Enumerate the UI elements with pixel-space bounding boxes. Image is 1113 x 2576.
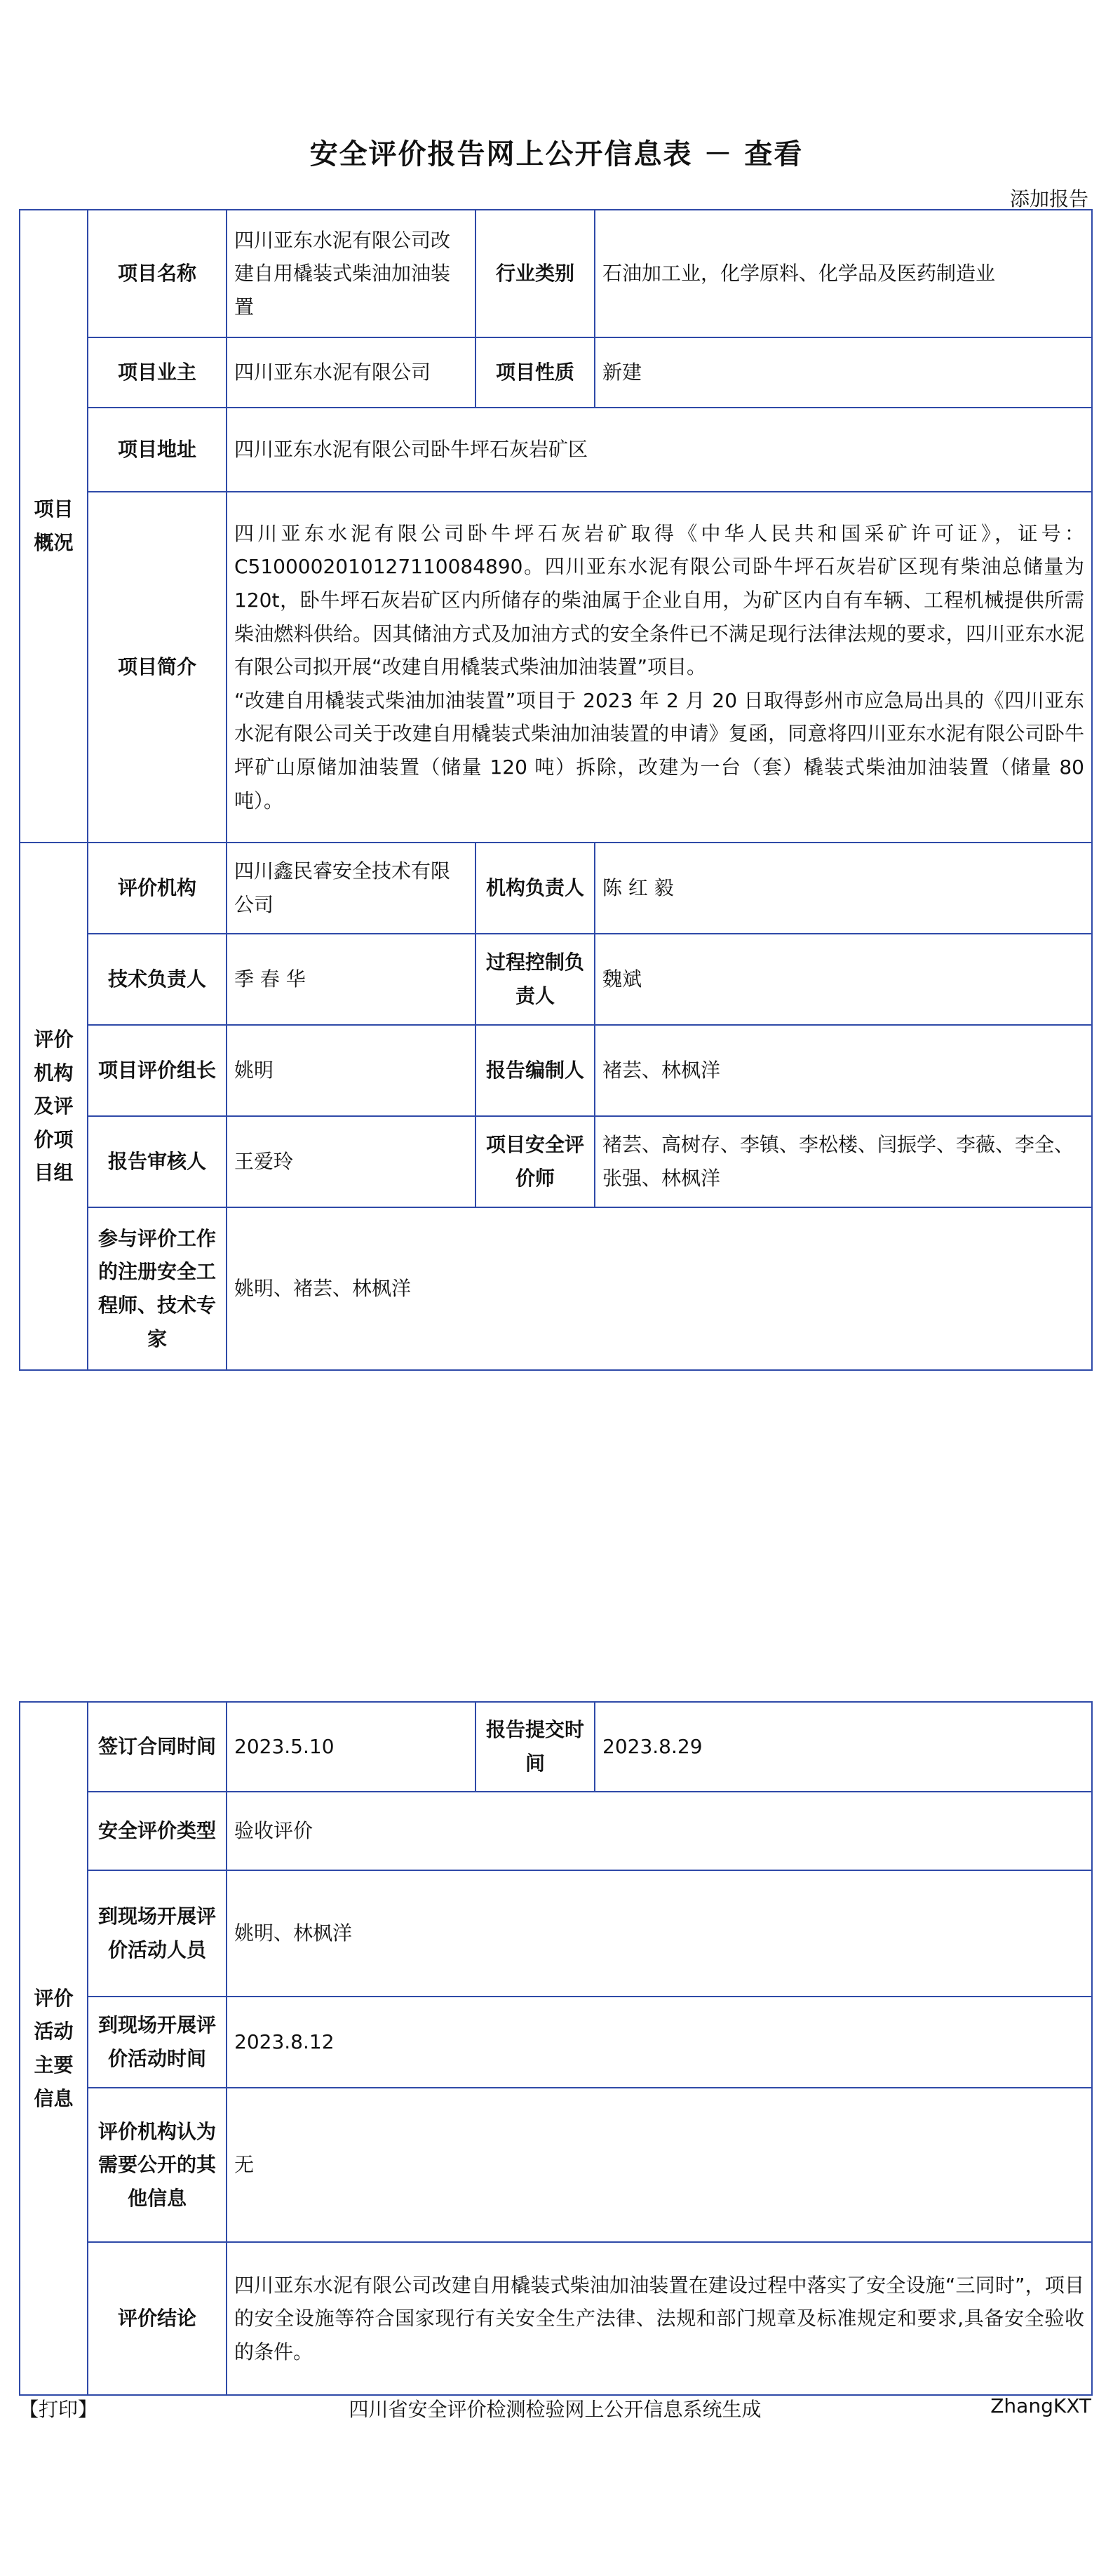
section-activity: 评价活动主要信息 [20, 1702, 88, 2395]
editor-value: 褚芸、林枫洋 [595, 1025, 1092, 1116]
address-value: 四川亚东水泥有限公司卧牛坪石灰岩矿区 [227, 408, 1092, 492]
intro-paragraph-1: 四川亚东水泥有限公司卧牛坪石灰岩矿取得《中华人民共和国采矿许可证》，证号：C5100002010127110084890。四川亚东水泥有限公司卧牛坪石灰岩矿区现有柴油总储量为 120t，卧牛坪石灰岩矿区内所储存的柴油属于企业自用，为矿区内自有车辆、工程机械提供所需柴油燃料供给。因其储油方式及加油方式的安全条件已不满足现行法律法规的要求，四川亚东水泥有限公司拟开展“改建自用橇装式柴油加油装置”项目。 [234, 521, 1084, 679]
editor-label: 报告编制人 [475, 1025, 595, 1116]
project-name-label: 项目名称 [88, 210, 227, 337]
industry-value: 石油加工业，化学原料、化学品及医药制造业 [595, 210, 1092, 337]
submit-label: 报告提交时间 [475, 1702, 595, 1792]
project-name-value: 四川亚东水泥有限公司改建自用橇装式柴油加油装置 [227, 210, 475, 337]
footer [19, 2394, 1091, 2422]
submit-value: 2023.8.29 [595, 1702, 1092, 1792]
intro-paragraph-2: “改建自用橇装式柴油加油装置”项目于 2023 年 2 月 20 日取得彭州市应急局出具的《四川亚东水泥有限公司关于改建自用橇装式柴油加油装置的申请》复函，同意将四川亚东水泥有限公司卧牛坪矿山原储加油装置（储量 120 吨）拆除，改建为一台（套）橇装式柴油加油装置（储量 80 吨）。 [234, 688, 1084, 812]
page-title: 安全评价报告网上公开信息表 － 查看 [309, 138, 804, 170]
address-label: 项目地址 [88, 408, 227, 492]
process-label: 过程控制负责人 [475, 934, 595, 1025]
industry-label: 行业类别 [475, 210, 595, 337]
add-report-link[interactable]: 添加报告 [1009, 187, 1088, 210]
eval-type-value: 验收评价 [227, 1792, 1092, 1870]
intro-label: 项目简介 [88, 492, 227, 843]
evaluators-label: 项目安全评价师 [475, 1116, 595, 1207]
print-link[interactable]: 【打印】 [19, 2398, 98, 2421]
head-label: 机构负责人 [475, 843, 595, 934]
conclusion-label: 评价结论 [88, 2242, 227, 2395]
org-value: 四川鑫民睿安全技术有限公司 [227, 843, 475, 934]
engineers-value: 姚明、褚芸、林枫洋 [227, 1207, 1092, 1370]
engineers-label: 参与评价工作的注册安全工程师、技术专家 [88, 1207, 227, 1370]
intro-value [227, 492, 1092, 843]
conclusion-value: 四川亚东水泥有限公司改建自用橇装式柴油加油装置在建设过程中落实了安全设施“三同时”，项目的安全设施等符合国家现行有关安全生产法律、法规和部门规章及标准规定和要求,具备安全验收的条件。 [227, 2242, 1092, 2395]
activity-table [19, 1701, 1093, 2396]
owner-label: 项目业主 [88, 337, 227, 408]
onsite-staff-label: 到现场开展评价活动人员 [88, 1870, 227, 1997]
evaluators-value: 褚芸、高树存、李镇、李松楼、闫振学、李薇、李全、张强、林枫洋 [595, 1116, 1092, 1207]
contract-value: 2023.5.10 [227, 1702, 475, 1792]
section-agency: 评价机构及评价项目组 [20, 843, 88, 1370]
onsite-time-value: 2023.8.12 [227, 1997, 1092, 2088]
nature-label: 项目性质 [475, 337, 595, 408]
org-label: 评价机构 [88, 843, 227, 934]
head-value: 陈 红 毅 [595, 843, 1092, 934]
onsite-time-label: 到现场开展评价活动时间 [88, 1997, 227, 2088]
leader-label: 项目评价组长 [88, 1025, 227, 1116]
eval-type-label: 安全评价类型 [88, 1792, 227, 1870]
reviewer-value: 王爱玲 [227, 1116, 475, 1207]
tech-value: 季 春 华 [227, 934, 475, 1025]
contract-label: 签订合同时间 [88, 1702, 227, 1792]
leader-value: 姚明 [227, 1025, 475, 1116]
nature-value: 新建 [595, 337, 1092, 408]
other-info-value: 无 [227, 2088, 1092, 2242]
tech-label: 技术负责人 [88, 934, 227, 1025]
owner-value: 四川亚东水泥有限公司 [227, 337, 475, 408]
footer-user: ZhangKXT [990, 2394, 1091, 2417]
onsite-staff-value: 姚明、林枫洋 [227, 1870, 1092, 1997]
reviewer-label: 报告审核人 [88, 1116, 227, 1207]
process-value: 魏斌 [595, 934, 1092, 1025]
other-info-label: 评价机构认为需要公开的其他信息 [88, 2088, 227, 2242]
footer-generator: 四川省安全评价检测检验网上公开信息系统生成 [349, 2398, 762, 2421]
section-project-overview: 项目概况 [20, 210, 88, 843]
overview-agency-table [19, 209, 1093, 1371]
